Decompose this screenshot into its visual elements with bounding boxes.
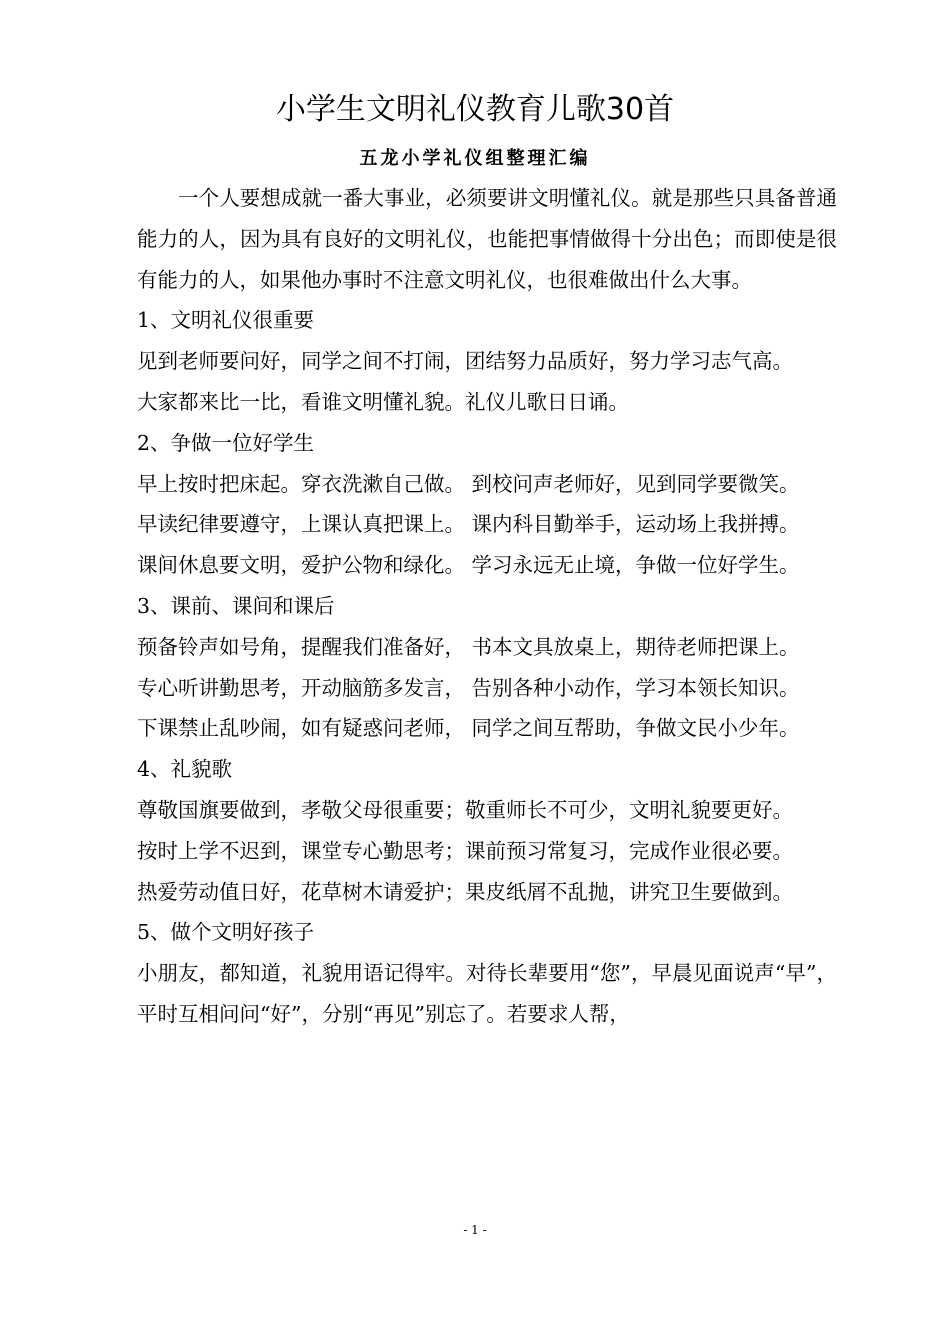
verse-line: 课间休息要文明，爱护公物和绿化。 学习永远无止境，争做一位好学生。 <box>137 553 800 578</box>
section-5 <box>137 912 837 1034</box>
section-4 <box>137 749 837 912</box>
section-heading: 3、课前、课间和课后 <box>137 593 335 618</box>
document-title: 小学生文明礼仪教育儿歌30首 <box>275 92 675 127</box>
verse-line: 预备铃声如号角，提醒我们准备好， 书本文具放桌上，期待老师把课上。 <box>137 634 800 659</box>
section-2 <box>137 423 837 586</box>
section-heading: 4、礼貌歌 <box>137 757 233 782</box>
section-1 <box>137 300 837 422</box>
verse-line: 按时上学不迟到，课堂专心勤思考；课前预习常复习，完成作业很必要。 <box>137 838 793 863</box>
verse-paragraph: 小朋友，都知道，礼貌用语记得牢。对待长辈要用“您”，早晨见面说声“早”，平时互相问问“好”，分别“再见”别忘了。若要求人帮， <box>137 961 837 1026</box>
verse-line: 早读纪律要遵守，上课认真把课上。 课内科目勤举手，运动场上我拼搏。 <box>137 512 800 537</box>
document-subtitle: 五龙小学礼仪组整理汇编 <box>359 148 591 169</box>
section-heading: 2、争做一位好学生 <box>137 430 315 455</box>
section-heading: 5、做个文明好孩子 <box>137 920 315 945</box>
verse-line: 专心听讲勤思考，开动脑筋多发言， 告别各种小动作，学习本领长知识。 <box>137 675 800 700</box>
intro-paragraph: 一个人要想成就一番大事业，必须要讲文明懂礼仪。就是那些只具备普通能力的人，因为具有良好的文明礼仪，也能把事情做得十分出色；而即使是很有能力的人，如果他办事时不注意文明礼仪，也很难做出什么大事。 <box>137 186 837 292</box>
verse-line: 热爱劳动值日好，花草树木请爱护；果皮纸屑不乱抛，讲究卫生要做到。 <box>137 879 793 904</box>
section-heading: 1、文明礼仪很重要 <box>137 308 315 333</box>
verse-line: 见到老师要问好，同学之间不打闹，团结努力品质好，努力学习志气高。 <box>137 349 793 374</box>
document-body <box>137 178 837 1035</box>
verse-line: 下课禁止乱吵闹，如有疑惑问老师， 同学之间互帮助，争做文民小少年。 <box>137 716 800 741</box>
section-3 <box>137 586 837 749</box>
verse-line: 尊敬国旗要做到，孝敬父母很重要；敬重师长不可少，文明礼貌要更好。 <box>137 797 793 822</box>
verse-line: 大家都来比一比，看谁文明懂礼貌。礼仪儿歌日日诵。 <box>137 389 629 414</box>
page-number: - 1 - <box>463 1223 487 1237</box>
verse-line: 早上按时把床起。穿衣洗漱自己做。 到校问声老师好，见到同学要微笑。 <box>137 471 800 496</box>
